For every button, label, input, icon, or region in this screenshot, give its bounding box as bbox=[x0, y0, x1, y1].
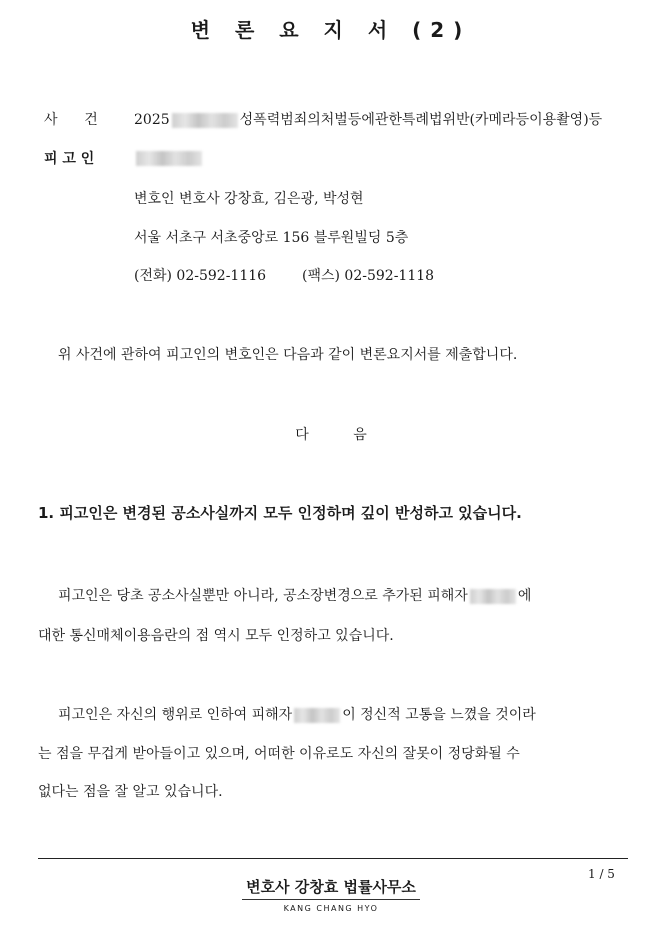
case-name: 성폭력범죄의처벌등에관한특례법위반(카메라등이용촬영)등 bbox=[239, 112, 603, 128]
redacted-defendant-name bbox=[136, 151, 202, 166]
section-heading-1: 1. 피고인은 변경된 공소사실까지 모두 인정하며 깊이 반성하고 있습니다. bbox=[38, 504, 522, 522]
paragraph-2-line-3: 없다는 점을 잘 알고 있습니다. bbox=[38, 784, 223, 800]
defendant-label: 피 고 인 bbox=[44, 151, 95, 167]
paragraph-1-line-2: 대한 통신매체이용음란의 점 역시 모두 인정하고 있습니다. bbox=[38, 628, 394, 644]
paragraph-2-line-1 bbox=[58, 704, 536, 724]
document-title: 변 론 요 지 서 (2) bbox=[190, 18, 472, 42]
redacted-victim-name bbox=[294, 708, 340, 723]
counsel-phone: (전화) 02-592-1116 bbox=[134, 268, 267, 284]
redacted-victim-name bbox=[470, 589, 516, 604]
paragraph-1-line-1 bbox=[58, 585, 531, 605]
section-title: 다 음 bbox=[295, 427, 367, 443]
case-info bbox=[134, 109, 602, 129]
counsel-fax: (팩스) 02-592-1118 bbox=[302, 268, 435, 284]
counsel-address: 서울 서초구 서초중앙로 156 블루원빌딩 5층 bbox=[134, 230, 409, 246]
paragraph-1-text-a: 피고인은 당초 공소사실뿐만 아니라, 공소장변경으로 추가된 피해자 bbox=[58, 588, 468, 604]
paragraph-2-text-b: 이 정신적 고통을 느꼈을 것이라 bbox=[342, 707, 536, 723]
case-number-prefix: 2025 bbox=[134, 112, 170, 128]
firm-name-english: KANG CHANG HYO bbox=[283, 904, 379, 913]
defendant-name bbox=[134, 148, 204, 167]
intro-sentence: 위 사건에 관하여 피고인의 변호인은 다음과 같이 변론요지서를 제출합니다. bbox=[58, 347, 518, 363]
paragraph-1-text-b: 에 bbox=[517, 588, 532, 604]
footer-divider bbox=[38, 858, 628, 859]
case-label: 사 건 bbox=[44, 112, 98, 128]
counsel-lawyers: 변호인 변호사 강창효, 김은광, 박성현 bbox=[134, 191, 364, 207]
firm-name-text: 변호사 강창효 법률사무소 bbox=[242, 876, 420, 900]
page-number: 1 / 5 bbox=[588, 867, 615, 881]
paragraph-2-text-a: 피고인은 자신의 행위로 인하여 피해자 bbox=[58, 707, 293, 723]
paragraph-2-line-2: 는 점을 무겁게 받아들이고 있으며, 어떠한 이유로도 자신의 잘못이 정당화될 수 bbox=[38, 746, 520, 762]
redacted-case-number bbox=[172, 113, 238, 128]
firm-name bbox=[0, 876, 662, 900]
